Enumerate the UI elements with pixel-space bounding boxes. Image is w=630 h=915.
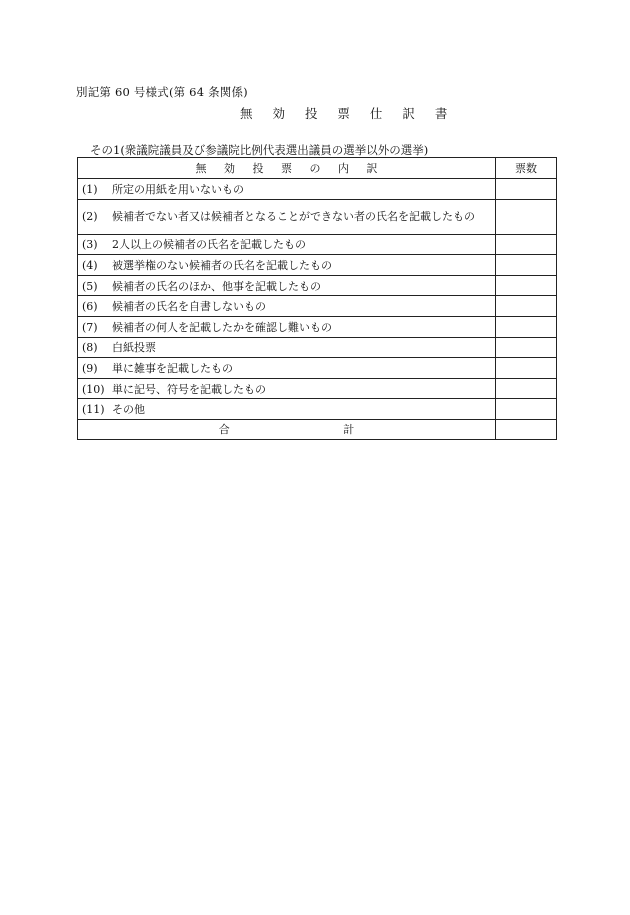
row-number: (8): [82, 341, 98, 355]
table-row: [78, 337, 557, 358]
table-row: [78, 316, 557, 337]
row-count-cell[interactable]: [496, 275, 557, 296]
row-count-cell[interactable]: [496, 255, 557, 276]
row-text: その他: [112, 403, 145, 417]
row-item: [78, 234, 496, 255]
table-row: [78, 399, 557, 420]
table-row: [78, 199, 557, 234]
row-text: 単に雑事を記載したもの: [112, 361, 233, 375]
row-count-cell[interactable]: [496, 399, 557, 420]
row-item: [78, 399, 496, 420]
table-row: [78, 179, 557, 200]
row-count-cell[interactable]: [496, 199, 557, 234]
row-number: (5): [82, 279, 98, 293]
row-count-cell[interactable]: [496, 378, 557, 399]
row-text: 被選挙権のない候補者の氏名を記載したもの: [112, 258, 332, 272]
row-count-cell[interactable]: [496, 296, 557, 317]
row-count-cell[interactable]: [496, 358, 557, 379]
document-title: 無 効 投 票 仕 訳 書: [240, 106, 448, 121]
row-count-cell[interactable]: [496, 234, 557, 255]
row-number: (6): [82, 300, 98, 314]
row-text: 単に記号、符号を記載したもの: [112, 382, 266, 396]
row-item: [78, 358, 496, 379]
row-number: (2): [82, 210, 98, 224]
row-item: [78, 296, 496, 317]
row-number: (3): [82, 238, 98, 252]
row-count-cell[interactable]: [496, 179, 557, 200]
row-text: 2人以上の候補者の氏名を記載したもの: [112, 238, 306, 252]
row-item: [78, 255, 496, 276]
table-row: [78, 358, 557, 379]
row-text: 所定の用紙を用いないもの: [112, 182, 244, 196]
table-header-row: [78, 158, 557, 179]
row-number: (4): [82, 258, 98, 272]
total-row: [78, 419, 557, 439]
count-column-header: 票数: [496, 158, 557, 179]
row-item: [78, 199, 496, 234]
row-count-cell[interactable]: [496, 337, 557, 358]
table-row: [78, 296, 557, 317]
total-count-cell[interactable]: [496, 419, 557, 439]
breakdown-column-header: 無 効 投 票 の 内 訳: [78, 158, 496, 179]
invalid-votes-table: [77, 157, 557, 440]
table-row: [78, 275, 557, 296]
row-text: 候補者でない者又は候補者となることができない者の氏名を記載したもの: [112, 210, 475, 224]
section-title: その1(衆議院議員及び参議院比例代表選出議員の選挙以外の選挙): [90, 143, 429, 157]
row-item: [78, 316, 496, 337]
row-text: 候補者の何人を記載したかを確認し難いもの: [112, 320, 332, 334]
row-item: [78, 337, 496, 358]
row-number: (11): [82, 403, 105, 417]
row-number: (9): [82, 361, 98, 375]
row-number: (1): [82, 182, 98, 196]
row-number: (7): [82, 320, 98, 334]
row-item: [78, 275, 496, 296]
form-reference: 別記第 60 号様式(第 64 条関係): [76, 85, 248, 99]
table-row: [78, 255, 557, 276]
table-row: [78, 234, 557, 255]
row-text: 候補者の氏名のほか、他事を記載したもの: [112, 279, 321, 293]
table-row: [78, 378, 557, 399]
row-item: [78, 179, 496, 200]
row-text: 候補者の氏名を自書しないもの: [112, 300, 266, 314]
total-label: 合 計: [78, 419, 496, 439]
row-count-cell[interactable]: [496, 316, 557, 337]
row-text: 白紙投票: [112, 341, 156, 355]
row-item: [78, 378, 496, 399]
row-number: (10): [82, 382, 105, 396]
